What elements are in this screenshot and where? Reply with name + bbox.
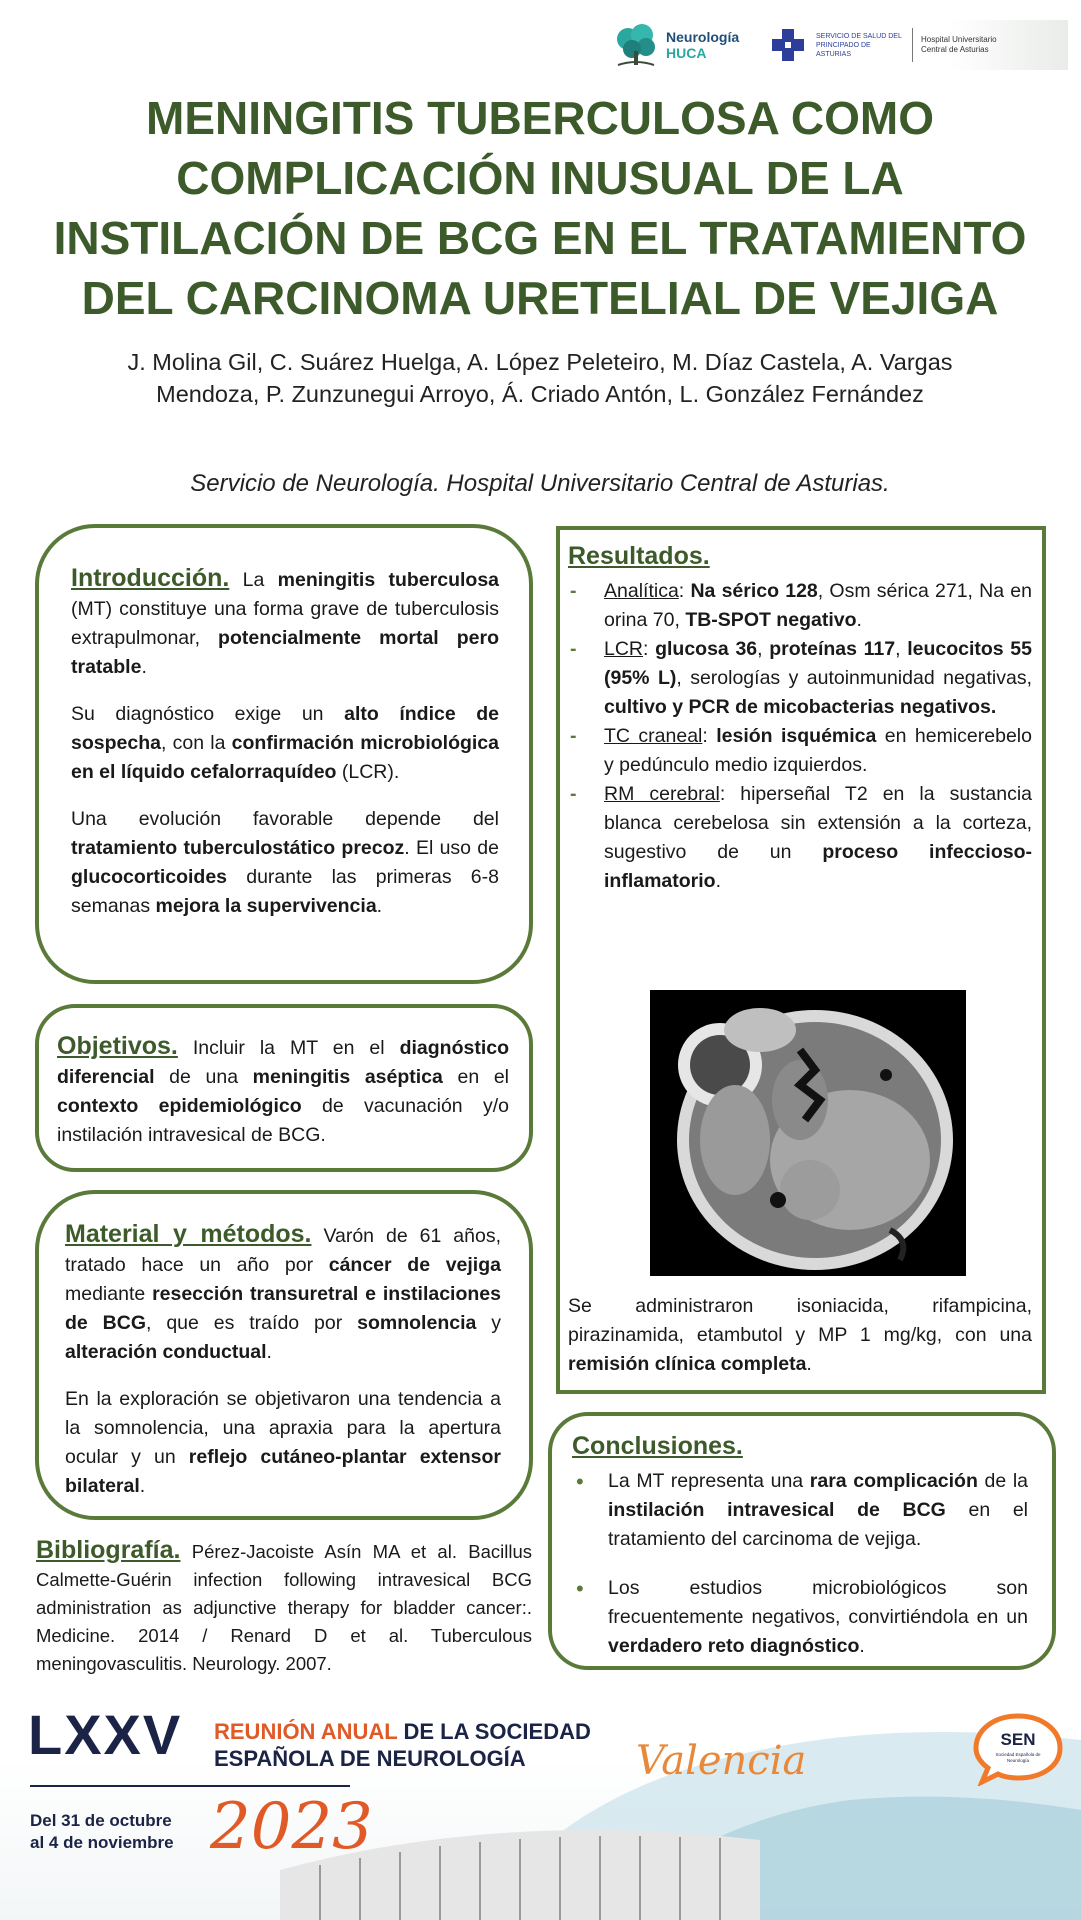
bibliografia-text: Bibliografía. Pérez-Jacoiste Asín MA et al. Bacillus Calmette-Guérin infection following intravesical BCG administration as adjunctive therapy for bladder cancer:. Medicine. 2014 / Renard D et al. Tuberculous meningovasculitis. Neurology. 2007.	[36, 1536, 532, 1674]
poster-title: MENINGITIS TUBERCULOSA COMO COMPLICACIÓN INUSUAL DE LA INSTILACIÓN DE BCG EN EL TRATAMIENTO DEL CARCINOMA URETELIAL DE VEJIGA	[53, 92, 1027, 324]
metodos-paragraph-2: En la exploración se objetivaron una tendencia a la somnolencia, una apraxia para la apertura ocular y un reflejo cutáneo-plantar extensor bilateral.	[65, 1388, 501, 1497]
conclusiones-box	[548, 1412, 1056, 1670]
metodos-paragraph-1: Material y métodos. Varón de 61 años, tratado hace un año por cáncer de vejiga mediante resección transuretral e instilaciones de BCG, que es traído por somnolencia y alteración conductual.	[65, 1220, 502, 1363]
conclusiones-heading: Conclusiones.	[572, 1432, 743, 1460]
sen-logo	[972, 1712, 1064, 1786]
logo-neuro-line2: HUCA	[666, 45, 707, 61]
result-lcr: - LCR: glucosa 36, proteínas 117, leucocitos 55 (95% L), serologías y autoinmunidad negativas, cultivo y PCR de micobacterias negativos.	[568, 635, 1032, 722]
objetivos-heading: Objetivos.	[57, 1032, 178, 1060]
resultados-list	[568, 577, 1032, 896]
metodos-heading: Material y métodos.	[65, 1220, 312, 1248]
conclusion-2: • Los estudios microbiológicos son frecuentemente negativos, convirtiéndola en un verdadero reto diagnóstico.	[572, 1574, 1028, 1661]
lxxv-label: LXXV	[28, 1703, 183, 1766]
sen-sub-label: Sociedad Española de Neurología	[995, 1752, 1041, 1763]
ct-scan-drawing	[650, 990, 966, 1276]
objetivos-box	[35, 1004, 533, 1172]
metodos-box	[35, 1190, 533, 1520]
bibliografia-heading: Bibliografía.	[36, 1536, 181, 1564]
brain-tree-icon	[612, 21, 660, 69]
ct-scan-image	[650, 990, 966, 1276]
logo-neuro-line1: Neurología	[666, 29, 740, 45]
treatment-text: Se administraron isoniacida, rifampicina, pirazinamida, etambutol y MP 1 mg/kg, con una remisión clínica completa.	[568, 1295, 1032, 1375]
intro-heading: Introducción.	[71, 564, 230, 592]
health-service-name: SERVICIO DE SALUD DEL PRINCIPADO DE ASTURIAS	[816, 32, 902, 58]
objetivos-text: Objetivos. Incluir la MT en el diagnóstico diferencial de una meningitis aséptica en el contexto epidemiológico de vacunación y/o instilación intravesical de BCG.	[57, 1032, 510, 1146]
authors: J. Molina Gil, C. Suárez Huelga, A. López Peleteiro, M. Díaz Castela, A. Vargas Mendoza, P. Zunzunegui Arroyo, Á. Criado Antón, L. González Fernández	[127, 349, 953, 407]
result-analitica: - Analítica: Na sérico 128, Osm sérica 271, Na en orina 70, TB-SPOT negativo.	[568, 577, 1032, 635]
congress-banner	[0, 1690, 1081, 1920]
logo-separator	[912, 28, 913, 62]
congress-year: 2023	[210, 1790, 373, 1864]
intro-box	[35, 524, 533, 984]
intro-paragraph-2: Su diagnóstico exige un alto índice de sospecha, con la confirmación microbiológica en el líquido cefalorraquídeo (LCR).	[71, 703, 500, 783]
intro-paragraph-3: Una evolución favorable depende del tratamiento tuberculostático precoz. El uso de glucocorticoides durante las primeras 6-8 semanas mejora la supervivencia.	[71, 808, 499, 917]
reunion-title: REUNIÓN ANUAL DE LA SOCIEDAD ESPAÑOLA DE NEUROLOGÍA	[214, 1719, 591, 1771]
neurologia-huca-logo	[612, 20, 762, 70]
hospital-logo	[768, 20, 1068, 70]
congress-dates: Del 31 de octubre al 4 de noviembre	[30, 1811, 174, 1852]
congress-city: Valencia	[636, 1738, 807, 1784]
resultados-heading: Resultados.	[568, 542, 710, 570]
affiliation: Servicio de Neurología. Hospital Universitario Central de Asturias.	[190, 470, 890, 497]
sen-label: SEN	[1000, 1730, 1036, 1749]
result-rm-cerebral: - RM cerebral: hiperseñal T2 en la sustancia blanca cerebelosa sin extensión a la corteza, sugestivo de un proceso infeccioso-inflamatorio.	[568, 780, 1032, 896]
intro-paragraph-1: Introducción. La meningitis tuberculosa (MT) constituye una forma grave de tuberculosis extrapulmonar, potencialmente mortal pero tratable.	[71, 564, 500, 678]
conclusiones-list	[572, 1467, 1028, 1661]
bibliografia-section	[36, 1536, 532, 1678]
health-service-cross-icon	[768, 25, 808, 65]
banner-divider	[30, 1785, 350, 1787]
hospital-name: Hospital Universitario Central de Asturias	[921, 35, 997, 54]
conclusion-1: • La MT representa una rara complicación de la instilación intravesical de BCG en el tratamiento del carcinoma de vejiga.	[572, 1467, 1028, 1554]
result-tc-craneal: - TC craneal: lesión isquémica en hemicerebelo y pedúnculo medio izquierdos.	[568, 722, 1032, 780]
